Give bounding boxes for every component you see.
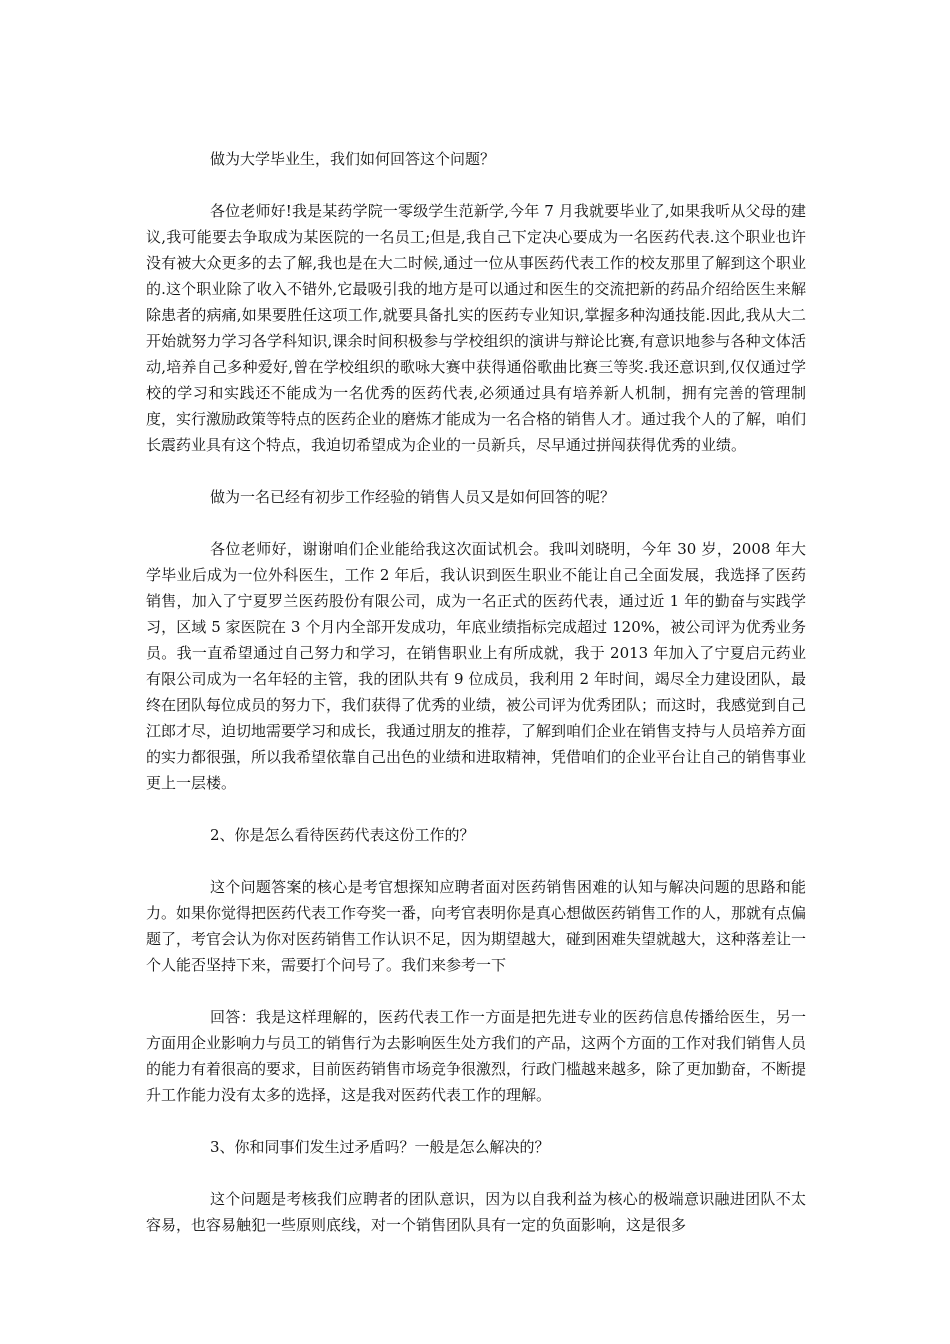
question-heading-2: 2、你是怎么看待医药代表这份工作的？ [210, 826, 475, 844]
explanation-paragraph-3: 这个问题是考核我们应聘者的团队意识，因为以自我利益为核心的极端意识融进团队不太容易，也容易触犯一些原则底线，对一个销售团队具有一定的负面影响，这是很多 [146, 1190, 806, 1234]
question-heading-3: 3、你和同事们发生过矛盾吗？一般是怎么解决的？ [210, 1138, 550, 1156]
answer-paragraph-experienced: 各位老师好，谢谢咱们企业能给我这次面试机会。我叫刘晓明，今年 30 岁，2008 年大学毕业后成为一位外科医生，工作 2 年后，我认识到医生职业不能让自己全面发展，我选择了医药销售，加入了宁夏罗兰医药股份有限公司，成为一名正式的医药代表，通过近 1 年的勤奋与实践学习，区域 5 家医院在 3 个月内全部开发成功，年底业绩指标完成超过 120%，被公司评为优秀业务员。我一直希望通过自己努力和学习，在销售职业上有所成就，我于 2013 年加入了宁夏启元药业有限公司成为一名年轻的主管，我的团队共有 9 位成员，我利用 2 年时间，竭尽全力建设团队，最终在团队每位成员的努力下，我们获得了优秀的业绩，被公司评为优秀团队；而这时，我感觉到自己江郎才尽，迫切地需要学习和成长，我通过朋友的推荐，了解到咱们企业在销售支持与人员培养方面的实力都很强，所以我希望依靠自己出色的业绩和进取精神，凭借咱们的企业平台让自己的销售事业更上一层楼。 [146, 540, 807, 792]
answer-paragraph-2: 回答：我是这样理解的，医药代表工作一方面是把先进专业的医药信息传播给医生，另一方面用企业影响力与员工的销售行为去影响医生处方我们的产品，这两个方面的工作对我们销售人员的能力有着很高的要求，目前医药销售市场竞争很激烈，行政门槛越来越多，除了更加勤奋，不断提升工作能力没有太多的选择，这是我对医药代表工作的理解。 [146, 1008, 807, 1104]
document-page [146, 146, 806, 1238]
explanation-paragraph-2: 这个问题答案的核心是考官想探知应聘者面对医药销售困难的认知与解决问题的思路和能力。如果你觉得把医药代表工作夸奖一番，向考官表明你是真心想做医药销售工作的人，那就有点偏题了，考官会认为你对医药销售工作认识不足，因为期望越大，碰到困难失望就越大，这种落差让一个人能否坚持下来，需要打个问号了。我们来参考一下 [146, 878, 807, 974]
answer-paragraph-graduate: 各位老师好!我是某药学院一零级学生范新学,今年 7 月我就要毕业了,如果我听从父母的建议,我可能要去争取成为某医院的一名员工;但是,我自己下定决心要成为一名医药代表.这个职业也许没有被大众更多的去了解,我也是在大二时候,通过一位从事医药代表工作的校友那里了解到这个职业的.这个职业除了收入不错外,它最吸引我的地方是可以通过和医生的交流把新的药品介绍给医生来解除患者的病痛,如果要胜任这项工作,就要具备扎实的医药专业知识,掌握多种沟通技能.因此,我从大二开始就努力学习各学科知识,课余时间积极参与学校组织的演讲与辩论比赛,有意识地参与各种文体活动,培养自己多种爱好,曾在学校组织的歌咏大赛中获得通俗歌曲比赛三等奖.我还意识到,仅仅通过学校的学习和实践还不能成为一名优秀的医药代表,必须通过具有培养新人机制，拥有完善的管理制度，实行激励政策等特点的医药企业的磨炼才能成为一名合格的销售人才。通过我个人的了解，咱们长震药业具有这个特点，我迫切希望成为企业的一员新兵，尽早通过拼闯获得优秀的业绩。 [146, 202, 807, 454]
question-heading-graduate: 做为大学毕业生，我们如何回答这个问题？ [210, 150, 496, 168]
question-heading-experienced: 做为一名已经有初步工作经验的销售人员又是如何回答的呢？ [210, 488, 616, 506]
